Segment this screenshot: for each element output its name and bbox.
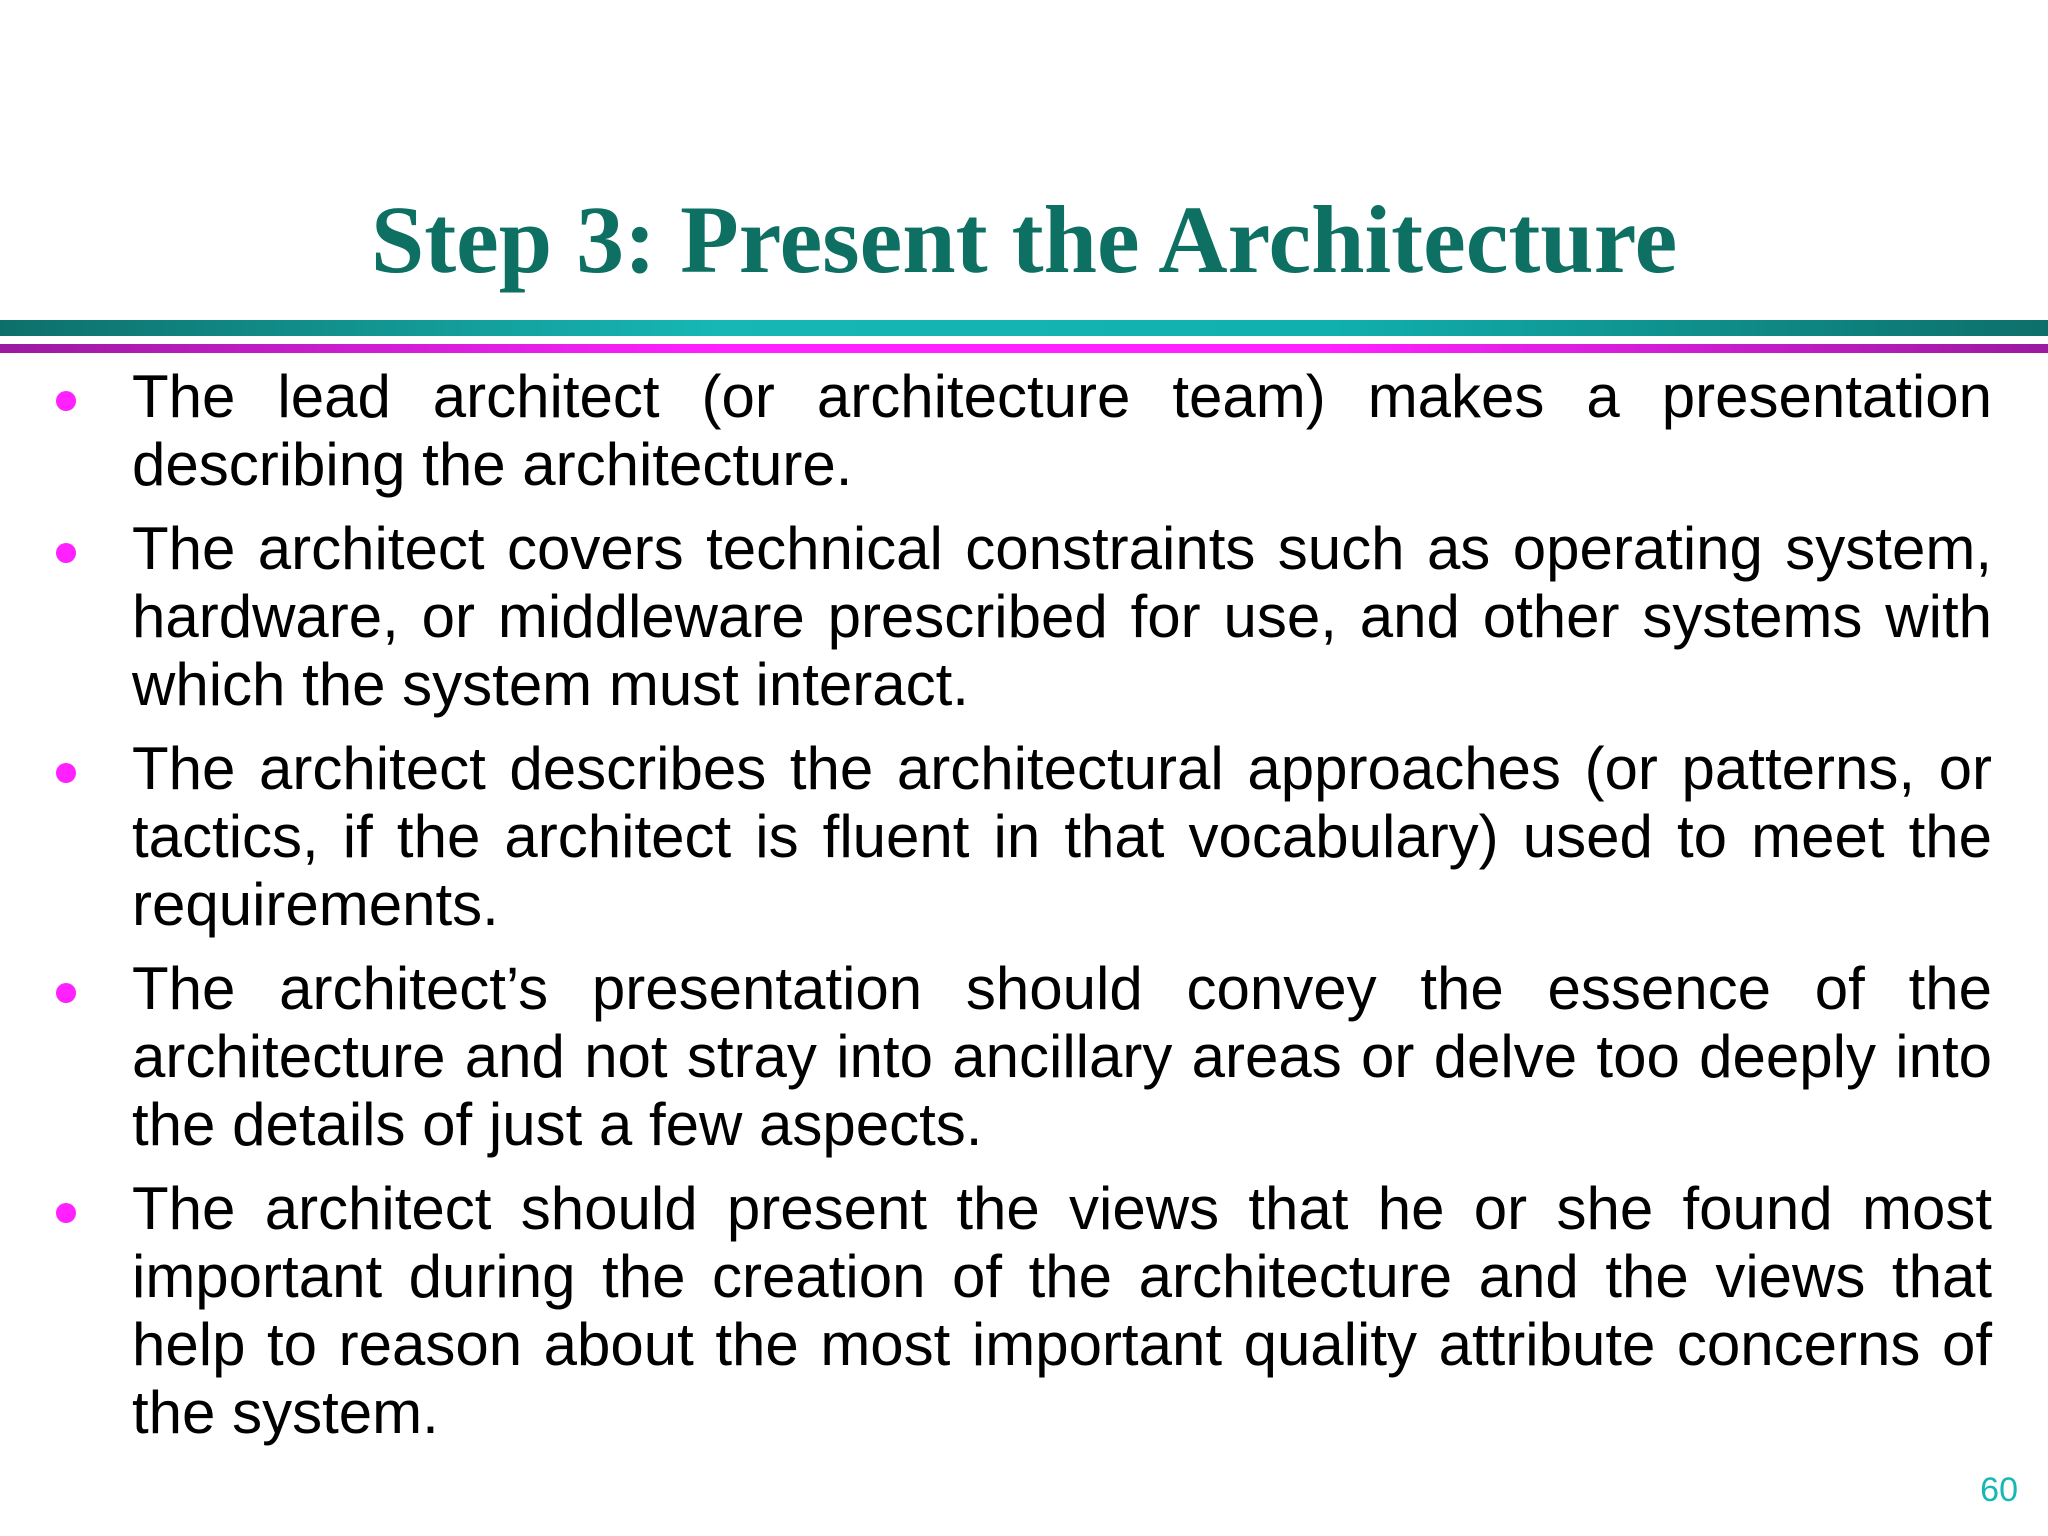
bullet-item bbox=[132, 1175, 1992, 1447]
bullet-dot-icon bbox=[56, 763, 76, 783]
title-divider-teal bbox=[0, 320, 2048, 336]
bullet-text: The architect’s presentation should convey the essence of the architecture and not stray into ancillary areas or delve too deeply into the details of just a few aspects. bbox=[132, 955, 1992, 1158]
bullet-item bbox=[132, 515, 1992, 719]
bullet-dot-icon bbox=[56, 1203, 76, 1223]
bullet-item bbox=[132, 955, 1992, 1159]
bullet-list bbox=[0, 363, 2048, 1463]
bullet-text: The lead architect (or architecture team) makes a presentation describing the architecture. bbox=[132, 363, 1992, 498]
bullet-text: The architect describes the architectural approaches (or patterns, or tactics, if the architect is fluent in that vocabulary) used to meet the requirements. bbox=[132, 735, 1992, 938]
bullet-text: The architect should present the views that he or she found most important during the creation of the architecture and the views that help to reason about the most important quality attribute concerns of the system. bbox=[132, 1175, 1992, 1446]
bullet-dot-icon bbox=[56, 543, 76, 563]
page-number: 60 bbox=[1980, 1471, 2018, 1509]
title-divider-magenta bbox=[0, 344, 2048, 353]
slide-title: Step 3: Present the Architecture bbox=[370, 186, 1678, 293]
bullet-dot-icon bbox=[56, 391, 76, 411]
bullet-text: The architect covers technical constraints such as operating system, hardware, or middleware prescribed for use, and other systems with which the system must interact. bbox=[132, 515, 1992, 718]
bullet-item bbox=[132, 735, 1992, 939]
bullet-item bbox=[132, 363, 1992, 499]
bullet-dot-icon bbox=[56, 983, 76, 1003]
